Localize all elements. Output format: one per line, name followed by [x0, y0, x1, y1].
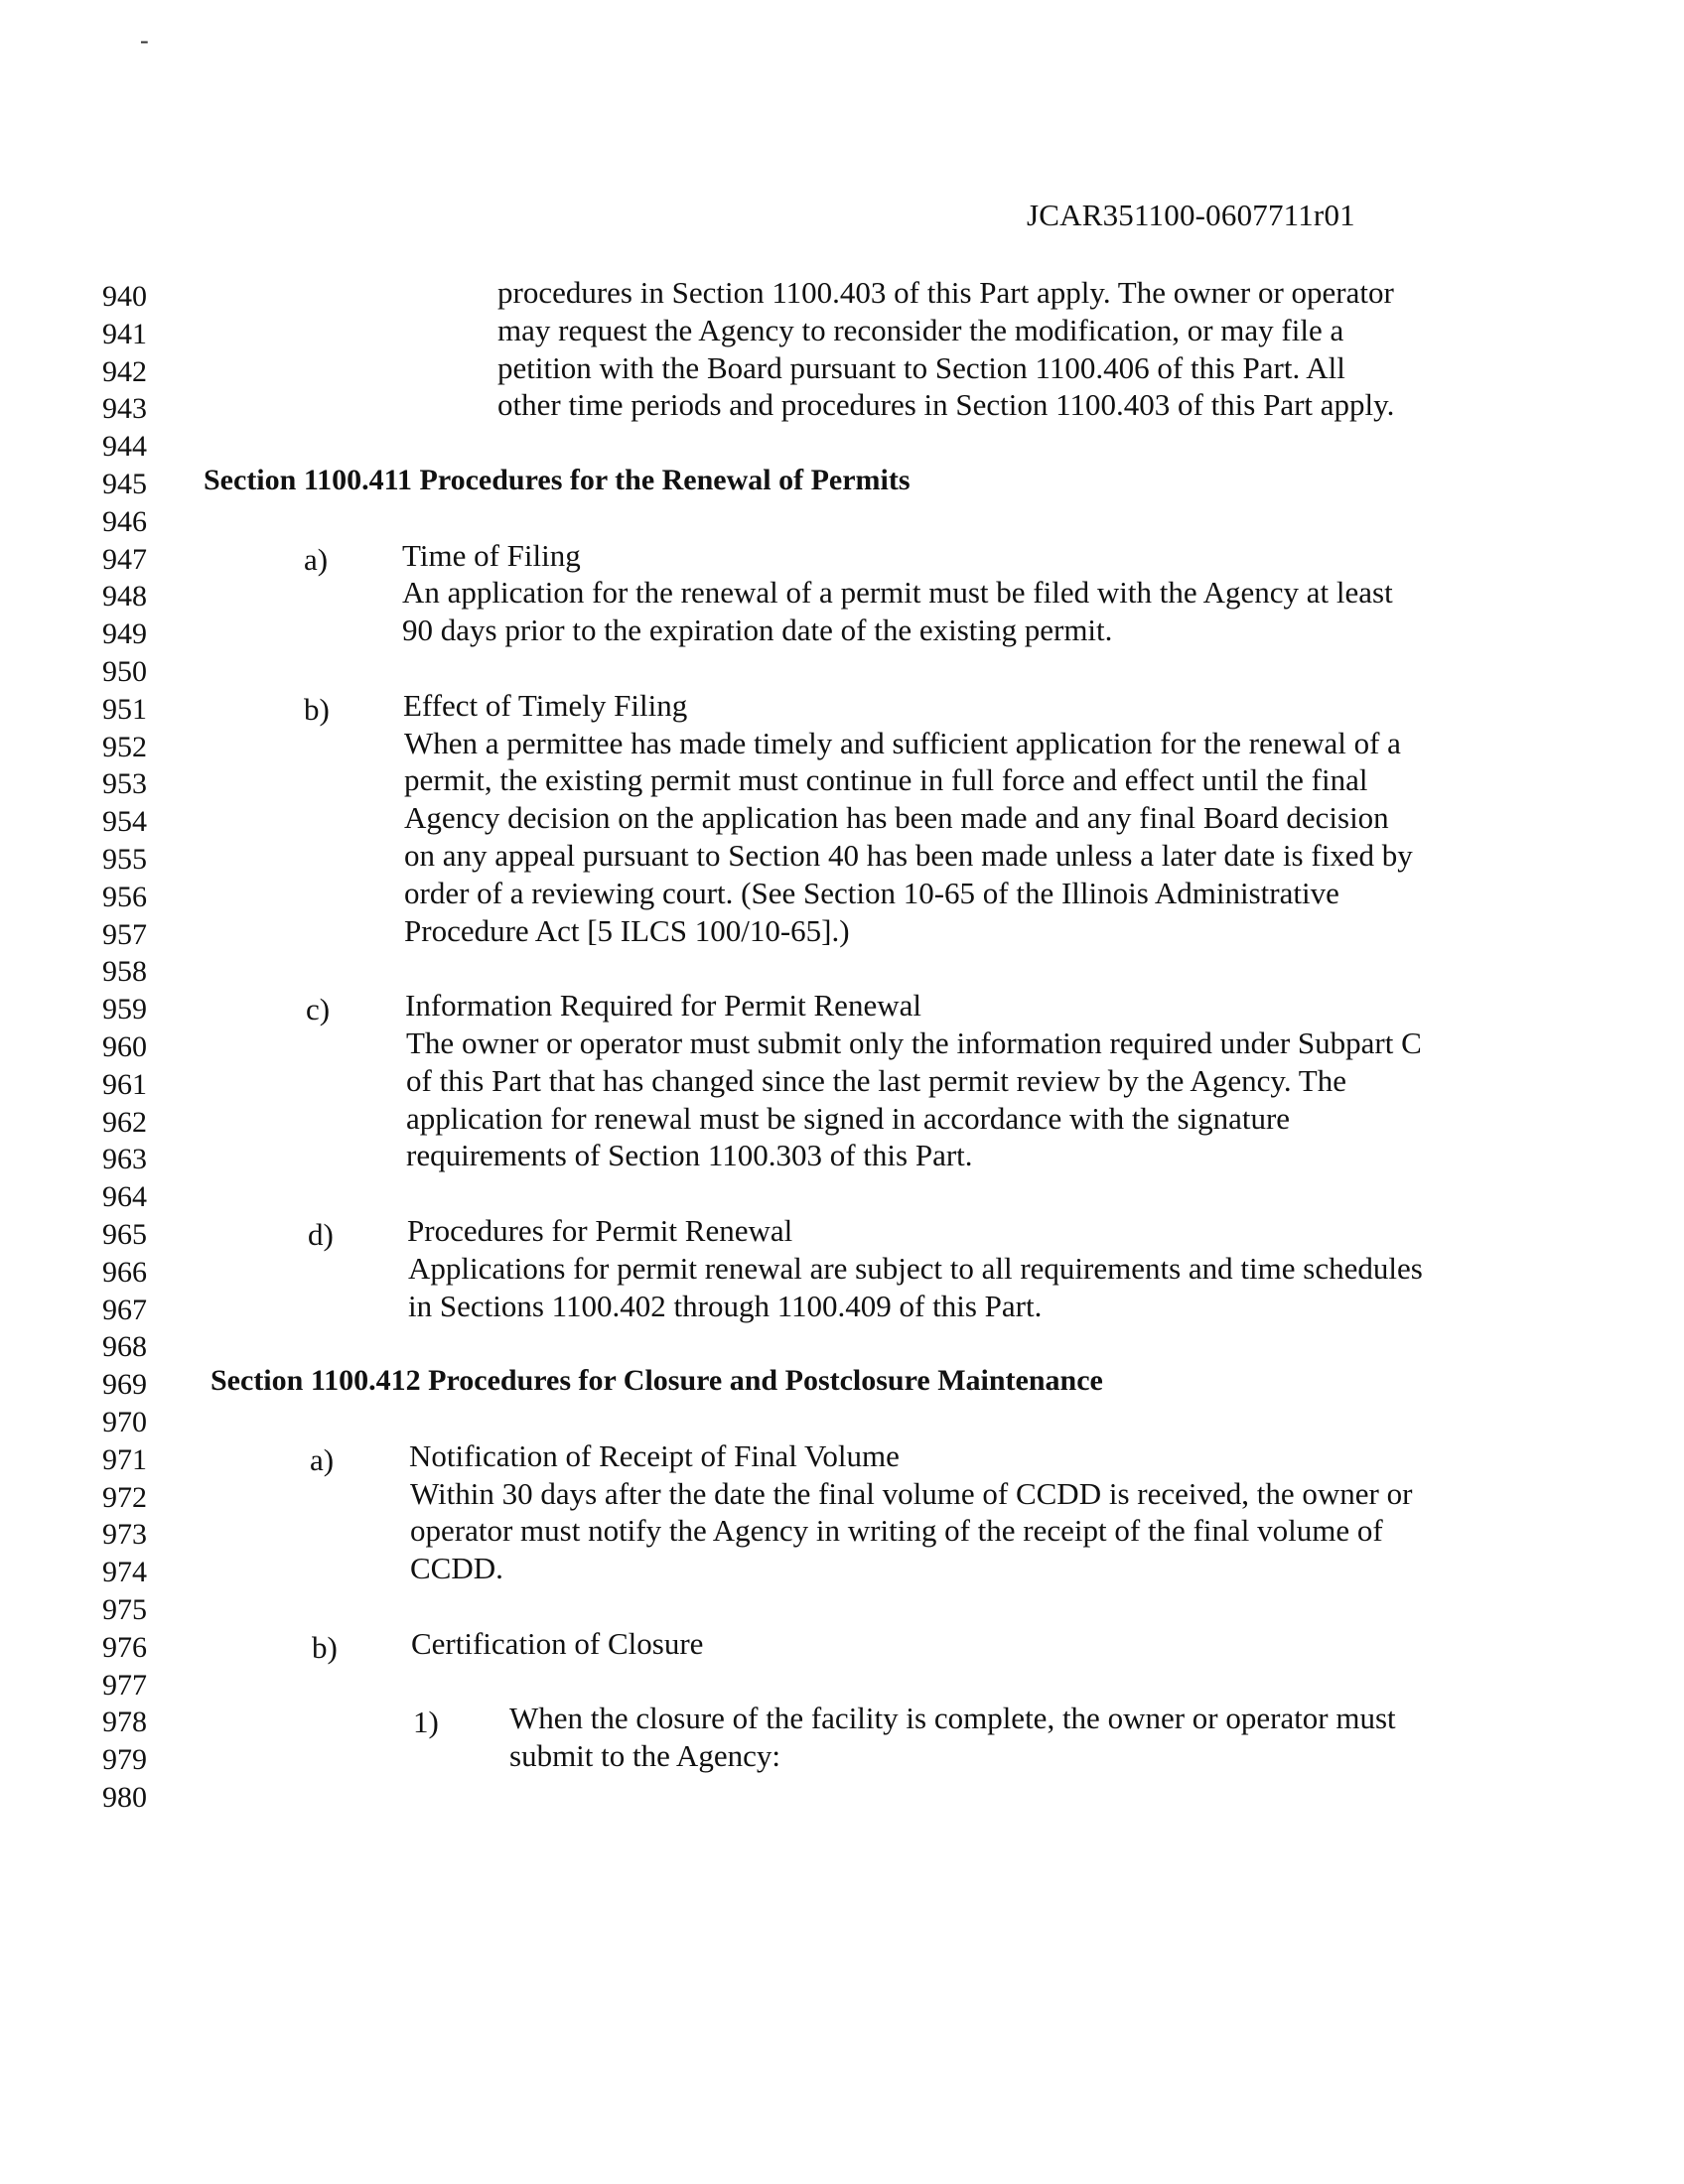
line-number: 964 — [102, 1180, 147, 1213]
line-number: 952 — [102, 731, 147, 763]
text-line: petition with the Board pursuant to Section 1100.406 of this Part. All — [497, 350, 1345, 385]
line-number: 953 — [102, 767, 147, 800]
text-line: application for renewal must be signed in accordance with the signature — [406, 1101, 1291, 1136]
text-line: submit to the Agency: — [509, 1738, 780, 1773]
line-number: 960 — [102, 1030, 147, 1063]
line-number: 976 — [102, 1631, 147, 1664]
line-number: 951 — [102, 693, 147, 726]
subsection-title: Effect of Timely Filing — [403, 688, 688, 723]
line-number: 959 — [102, 993, 147, 1025]
item-marker: 1) — [413, 1705, 439, 1739]
subsection-title: Time of Filing — [402, 538, 581, 573]
line-number: 942 — [102, 355, 147, 388]
text-line: in Sections 1100.402 through 1100.409 of this Part. — [408, 1289, 1043, 1323]
text-line: operator must notify the Agency in writing of the receipt of the final volume of — [410, 1513, 1383, 1548]
text-line: permit, the existing permit must continue in full force and effect until the final — [404, 762, 1368, 797]
line-number: 969 — [102, 1368, 147, 1401]
line-number: 963 — [102, 1143, 147, 1175]
line-number: 955 — [102, 843, 147, 876]
line-number: 967 — [102, 1294, 147, 1326]
subsection-title: Procedures for Permit Renewal — [407, 1213, 793, 1248]
line-number: 980 — [102, 1781, 147, 1814]
line-number: 979 — [102, 1743, 147, 1776]
line-number: 946 — [102, 505, 147, 538]
text-line: When a permittee has made timely and sufficient application for the renewal of a — [404, 726, 1401, 760]
line-number: 975 — [102, 1593, 147, 1626]
text-line: The owner or operator must submit only the information required under Subpart C — [406, 1025, 1422, 1060]
line-number: 956 — [102, 881, 147, 913]
line-number: 945 — [102, 468, 147, 500]
subsection-title: Notification of Receipt of Final Volume — [409, 1438, 900, 1473]
text-line: Applications for permit renewal are subject to all requirements and time schedules — [408, 1251, 1423, 1286]
line-number: 949 — [102, 617, 147, 650]
subsection-marker: b) — [312, 1630, 338, 1665]
line-number: 962 — [102, 1106, 147, 1139]
text-line: 90 days prior to the expiration date of the existing permit. — [402, 613, 1113, 647]
line-number: 965 — [102, 1218, 147, 1251]
line-number: 970 — [102, 1406, 147, 1438]
line-number: 978 — [102, 1706, 147, 1738]
text-line: When the closure of the facility is complete, the owner or operator must — [509, 1701, 1396, 1735]
text-line: An application for the renewal of a permit must be filed with the Agency at least — [402, 575, 1393, 610]
text-line: other time periods and procedures in Section 1100.403 of this Part apply. — [497, 387, 1395, 422]
line-number: 940 — [102, 280, 147, 313]
line-number: 954 — [102, 805, 147, 838]
text-line: of this Part that has changed since the last permit review by the Agency. The — [406, 1063, 1346, 1098]
text-line: CCDD. — [410, 1551, 503, 1585]
line-number: 948 — [102, 580, 147, 613]
subsection-marker: b) — [304, 692, 330, 727]
subsection-title: Information Required for Permit Renewal — [405, 988, 921, 1023]
text-line: may request the Agency to reconsider the modification, or may file a — [497, 313, 1344, 347]
subsection-marker: c) — [306, 992, 331, 1026]
line-number: 957 — [102, 918, 147, 951]
page-mark: - — [140, 26, 149, 55]
line-number: 972 — [102, 1481, 147, 1514]
line-number: 950 — [102, 655, 147, 688]
subsection-title: Certification of Closure — [411, 1626, 704, 1661]
text-line: order of a reviewing court. (See Section 10-65 of the Illinois Administrative — [404, 876, 1339, 910]
section-heading: Section 1100.411 Procedures for the Renewal of Permits — [204, 464, 911, 496]
line-number: 971 — [102, 1443, 147, 1476]
line-number: 941 — [102, 318, 147, 350]
text-line: requirements of Section 1100.303 of this Part. — [406, 1138, 973, 1172]
line-number: 977 — [102, 1669, 147, 1702]
line-number: 947 — [102, 543, 147, 576]
line-number: 944 — [102, 430, 147, 463]
text-line: Within 30 days after the date the final volume of CCDD is received, the owner or — [410, 1476, 1413, 1511]
document-id: JCAR351100-0607711r01 — [1027, 198, 1355, 232]
subsection-marker: a) — [304, 542, 329, 577]
text-line: Procedure Act [5 ILCS 100/10-65].) — [404, 913, 850, 948]
line-number: 968 — [102, 1330, 147, 1363]
text-line: procedures in Section 1100.403 of this Part apply. The owner or operator — [497, 275, 1394, 310]
line-number: 974 — [102, 1556, 147, 1588]
section-heading: Section 1100.412 Procedures for Closure and Postclosure Maintenance — [210, 1364, 1103, 1397]
line-number: 958 — [102, 955, 147, 988]
subsection-marker: a) — [310, 1442, 335, 1477]
line-number: 973 — [102, 1518, 147, 1551]
subsection-marker: d) — [308, 1217, 334, 1252]
line-number: 966 — [102, 1256, 147, 1289]
line-number: 961 — [102, 1068, 147, 1101]
text-line: Agency decision on the application has been made and any final Board decision — [404, 800, 1389, 835]
text-line: on any appeal pursuant to Section 40 has been made unless a later date is fixed by — [404, 838, 1413, 873]
line-number: 943 — [102, 392, 147, 425]
